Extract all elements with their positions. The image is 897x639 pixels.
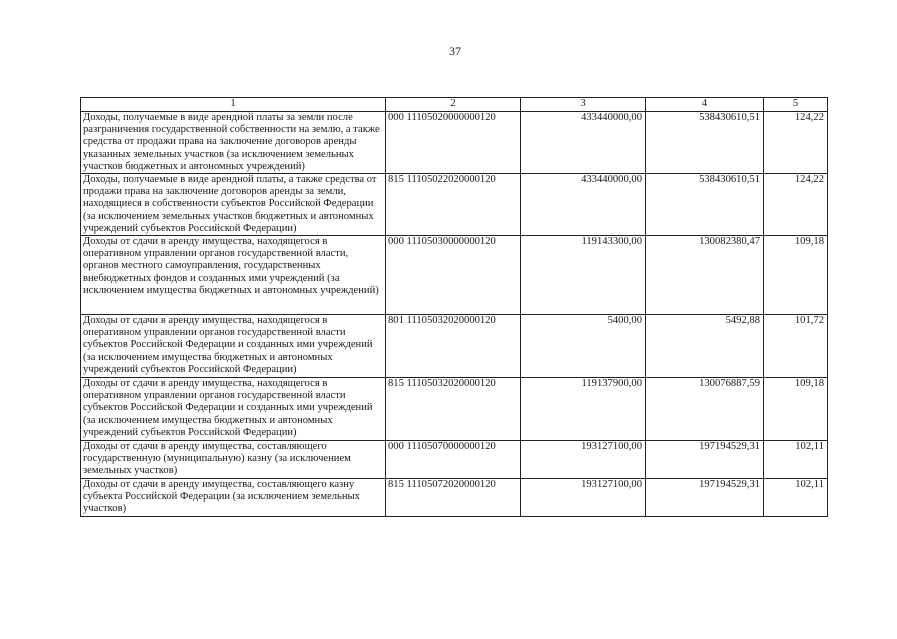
row-plan: 433440000,00 — [521, 174, 646, 236]
row-plan: 433440000,00 — [521, 112, 646, 174]
row-fact: 197194529,31 — [646, 441, 764, 479]
row-code: 801 11105032020000120 — [386, 315, 521, 378]
row-percent: 109,18 — [764, 378, 828, 441]
row-fact: 130082380,47 — [646, 236, 764, 315]
row-percent: 124,22 — [764, 112, 828, 174]
header-col-4: 4 — [646, 98, 764, 112]
header-col-5: 5 — [764, 98, 828, 112]
revenue-table — [80, 97, 828, 517]
row-plan: 5400,00 — [521, 315, 646, 378]
row-name: Доходы от сдачи в аренду имущества, составляющего казну субъекта Российской Федерации (за исключением земельных участков) — [81, 479, 386, 517]
row-plan: 119137900,00 — [521, 378, 646, 441]
table-row — [81, 236, 828, 315]
row-name: Доходы от сдачи в аренду имущества, составляющего государственную (муниципальную) казну (за исключением земельных участков) — [81, 441, 386, 479]
header-row — [81, 98, 828, 112]
header-col-2: 2 — [386, 98, 521, 112]
row-fact: 197194529,31 — [646, 479, 764, 517]
header-col-1: 1 — [81, 98, 386, 112]
row-plan: 193127100,00 — [521, 441, 646, 479]
table-row — [81, 315, 828, 378]
row-percent: 124,22 — [764, 174, 828, 236]
table-row — [81, 174, 828, 236]
row-code: 815 11105022020000120 — [386, 174, 521, 236]
table-row — [81, 479, 828, 517]
row-code: 000 11105020000000120 — [386, 112, 521, 174]
row-percent: 102,11 — [764, 479, 828, 517]
row-name: Доходы, получаемые в виде арендной платы, а также средства от продажи права на заключение договоров аренды за земли, находящиеся в собственности субъектов Российской Федерации (за исключением земельных участков бюджетных и автономных учреждений субъектов Российской Федерации) — [81, 174, 386, 236]
table-row — [81, 441, 828, 479]
row-name: Доходы от сдачи в аренду имущества, находящегося в оперативном управлении органов государственной власти субъектов Российской Федерации и созданных ими учреждений (за исключением имущества бюджетных и автономных учреждений субъектов Российской Федерации) — [81, 315, 386, 378]
row-code: 815 11105072020000120 — [386, 479, 521, 517]
row-code: 000 11105070000000120 — [386, 441, 521, 479]
row-percent: 102,11 — [764, 441, 828, 479]
row-plan: 119143300,00 — [521, 236, 646, 315]
row-percent: 101,72 — [764, 315, 828, 378]
row-fact: 538430610,51 — [646, 112, 764, 174]
row-fact: 5492,88 — [646, 315, 764, 378]
page-number: 37 — [449, 44, 461, 58]
table-row — [81, 378, 828, 441]
row-fact: 130076887,59 — [646, 378, 764, 441]
row-code: 815 11105032020000120 — [386, 378, 521, 441]
row-fact: 538430610,51 — [646, 174, 764, 236]
row-name: Доходы от сдачи в аренду имущества, находящегося в оперативном управлении органов государственной власти, органов местного самоуправления, государственных внебюджетных фондов и созданных ими учреждений (за исключением имущества бюджетных и автономных учреждений) — [81, 236, 386, 315]
table-row — [81, 112, 828, 174]
row-code: 000 11105030000000120 — [386, 236, 521, 315]
header-col-3: 3 — [521, 98, 646, 112]
row-name: Доходы от сдачи в аренду имущества, находящегося в оперативном управлении органов государственной власти субъектов Российской Федерации и созданных ими учреждений (за исключением имущества бюджетных и автономных учреждений субъектов Российской Федерации) — [81, 378, 386, 441]
row-percent: 109,18 — [764, 236, 828, 315]
row-name: Доходы, получаемые в виде арендной платы за земли после разграничения государственной собственности на землю, а также средства от продажи права на заключение договоров аренды указанных земельных участков (за исключением земельных участков бюджетных и автономных учреждений) — [81, 112, 386, 174]
row-plan: 193127100,00 — [521, 479, 646, 517]
